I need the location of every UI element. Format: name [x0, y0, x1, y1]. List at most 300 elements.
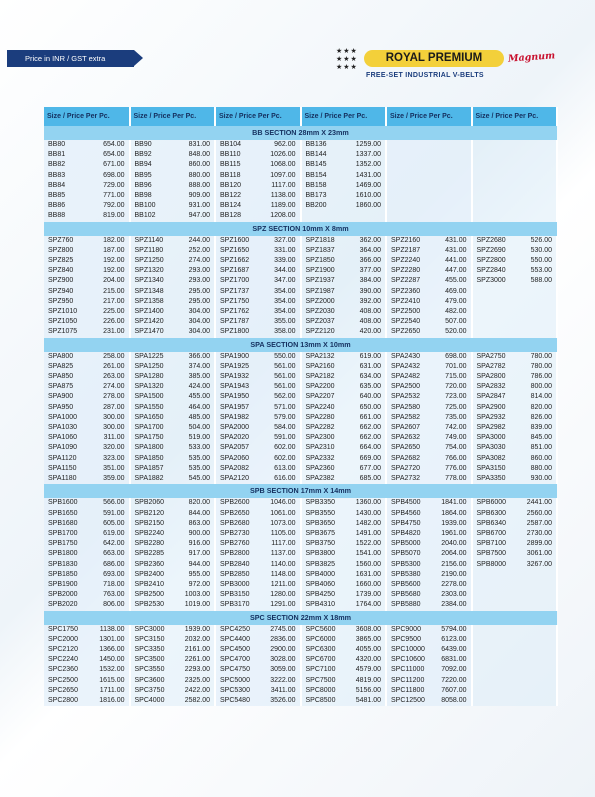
belt-price: 1061.00 [260, 509, 301, 519]
belt-price: 2040.00 [431, 539, 472, 549]
belt-price: 482.00 [431, 307, 472, 317]
empty-cell [517, 655, 558, 665]
belt-size: SPC3350 [130, 645, 175, 655]
price-note-tag: Price in INR / GST extra [7, 50, 134, 67]
empty-cell [517, 140, 558, 150]
empty-cell [472, 570, 517, 580]
belt-size: SPZ950 [44, 297, 89, 307]
table-row [44, 509, 557, 519]
belt-price: 729.00 [89, 181, 130, 191]
belt-price: 304.00 [175, 317, 216, 327]
belt-size: SPC6000 [301, 635, 346, 645]
section-header [44, 338, 557, 352]
table-row [44, 372, 557, 382]
belt-size: SPZ1010 [44, 307, 89, 317]
belt-price: 571.00 [260, 403, 301, 413]
belt-price: 2745.00 [260, 625, 301, 635]
belt-size: SPZ2540 [386, 317, 431, 327]
belt-size: BB110 [215, 150, 260, 160]
belt-price: 1337.00 [346, 150, 387, 160]
empty-cell [386, 140, 431, 150]
belt-size: SPC11200 [386, 676, 431, 686]
belt-price: 4320.00 [346, 655, 387, 665]
belt-price: 1615.00 [89, 676, 130, 686]
table-row [44, 474, 557, 484]
belt-size: SPB2120 [130, 509, 175, 519]
empty-cell [472, 655, 517, 665]
belt-price: 377.00 [346, 266, 387, 276]
belt-size: BB82 [44, 160, 89, 170]
belt-price: 677.00 [346, 464, 387, 474]
belt-size: SPB5000 [386, 539, 431, 549]
belt-price: 420.00 [346, 327, 387, 337]
belt-price: 860.00 [517, 454, 558, 464]
empty-cell [431, 171, 472, 181]
empty-cell [472, 191, 517, 201]
belt-price: 749.00 [431, 433, 472, 443]
empty-cell [517, 570, 558, 580]
belt-price: 327.00 [260, 236, 301, 246]
empty-cell [517, 635, 558, 645]
table-row [44, 560, 557, 570]
belt-size: SPB2400 [130, 570, 175, 580]
belt-price: 225.00 [89, 307, 130, 317]
belt-size: SPB2410 [130, 580, 175, 590]
table-row [44, 413, 557, 423]
belt-price: 366.00 [346, 256, 387, 266]
belt-size: SPZ1400 [130, 307, 175, 317]
empty-cell [472, 201, 517, 211]
belt-size: SPB2760 [215, 539, 260, 549]
belt-price: 844.00 [175, 509, 216, 519]
belt-price: 226.00 [89, 317, 130, 327]
belt-price: 3059.00 [260, 665, 301, 675]
belt-price: 1280.00 [260, 590, 301, 600]
belt-size: SPA2207 [301, 392, 346, 402]
table-row [44, 403, 557, 413]
belt-price: 602.00 [260, 454, 301, 464]
belt-price: 1764.00 [346, 600, 387, 610]
belt-size: SPA1982 [215, 413, 260, 423]
belt-size: SPZ1700 [215, 276, 260, 286]
belt-size: SPZ760 [44, 236, 89, 246]
empty-cell [517, 676, 558, 686]
empty-cell [517, 307, 558, 317]
belt-size: BB86 [44, 201, 89, 211]
belt-size: SPB4500 [386, 498, 431, 508]
belt-size: SPA2332 [301, 454, 346, 464]
belt-size: SPZ1818 [301, 236, 346, 246]
belt-size: SPB3000 [215, 580, 260, 590]
column-header: Size / Price Per Pc. [130, 107, 216, 126]
belt-price: 820.00 [175, 498, 216, 508]
belt-price: 455.00 [175, 392, 216, 402]
belt-size: SPC2240 [44, 655, 89, 665]
belt-price: 1259.00 [346, 140, 387, 150]
belt-size: SPB6300 [472, 509, 517, 519]
belt-size: BB88 [44, 211, 89, 221]
belt-price: 431.00 [431, 236, 472, 246]
belt-size: SPA2782 [472, 362, 517, 372]
belt-size: SPA2982 [472, 423, 517, 433]
belt-price: 931.00 [175, 201, 216, 211]
belt-size: SPB3550 [301, 509, 346, 519]
belt-size: SPA2800 [472, 372, 517, 382]
table-row [44, 590, 557, 600]
belt-size: SPC10600 [386, 655, 431, 665]
belt-size: SPZ1987 [301, 287, 346, 297]
empty-cell [517, 160, 558, 170]
empty-cell [431, 181, 472, 191]
belt-size: SPB3750 [301, 539, 346, 549]
belt-price: 550.00 [260, 352, 301, 362]
belt-price: 662.00 [346, 423, 387, 433]
belt-price: 588.00 [517, 276, 558, 286]
belt-size: SPA1000 [44, 413, 89, 423]
table-row [44, 327, 557, 337]
belt-size: SPZ1837 [301, 246, 346, 256]
belt-size: SPC5600 [301, 625, 346, 635]
belt-size: SPA800 [44, 352, 89, 362]
belt-price: 2899.00 [517, 539, 558, 549]
belt-price: 358.00 [260, 327, 301, 337]
belt-price: 182.00 [89, 236, 130, 246]
belt-size: BB90 [130, 140, 175, 150]
belt-price: 1291.00 [260, 600, 301, 610]
belt-price: 715.00 [431, 372, 472, 382]
empty-cell [472, 600, 517, 610]
belt-size: SPB1680 [44, 519, 89, 529]
table-row [44, 140, 557, 150]
belt-price: 5794.00 [431, 625, 472, 635]
belt-price: 2293.00 [175, 665, 216, 675]
belt-price: 8058.00 [431, 696, 472, 706]
belt-size: SPZ1358 [130, 297, 175, 307]
belt-price: 526.00 [517, 236, 558, 246]
belt-price: 192.00 [89, 266, 130, 276]
belt-price: 880.00 [175, 171, 216, 181]
belt-price: 392.00 [346, 297, 387, 307]
belt-price: 293.00 [175, 276, 216, 286]
belt-size: SPB1830 [44, 560, 89, 570]
table-row [44, 236, 557, 246]
belt-price: 1864.00 [431, 509, 472, 519]
belt-price: 851.00 [517, 443, 558, 453]
belt-size: SPA1700 [130, 423, 175, 433]
empty-cell [472, 211, 517, 221]
belt-price: 261.00 [89, 362, 130, 372]
belt-price: 720.00 [431, 382, 472, 392]
belt-size: SPC9000 [386, 625, 431, 635]
table-row [44, 433, 557, 443]
table-row [44, 352, 557, 362]
belt-size: SPZ1180 [130, 246, 175, 256]
empty-cell [431, 150, 472, 160]
belt-price: 2156.00 [431, 560, 472, 570]
belt-price: 1352.00 [346, 160, 387, 170]
belt-price: 634.00 [346, 372, 387, 382]
belt-size: SPZ1320 [130, 266, 175, 276]
table-body [44, 126, 557, 706]
belt-price: 917.00 [175, 549, 216, 559]
belt-price: 347.00 [260, 276, 301, 286]
table-row [44, 297, 557, 307]
belt-price: 2384.00 [431, 600, 472, 610]
belt-size: SPZ825 [44, 256, 89, 266]
belt-size: SPB2530 [130, 600, 175, 610]
belt-size: SPA1500 [130, 392, 175, 402]
belt-price: 1860.00 [346, 201, 387, 211]
belt-size: SPA2132 [301, 352, 346, 362]
belt-price: 2422.00 [175, 686, 216, 696]
empty-cell [472, 665, 517, 675]
belt-size: SPB7100 [472, 539, 517, 549]
belt-size: SPC3550 [130, 665, 175, 675]
belt-price: 323.00 [89, 454, 130, 464]
belt-size: SPA1060 [44, 433, 89, 443]
section-title: SPB SECTION 17mm X 14mm [44, 484, 557, 498]
belt-price: 602.00 [260, 443, 301, 453]
belt-price: 1431.00 [346, 171, 387, 181]
belt-size: SPA2900 [472, 403, 517, 413]
belt-price: 7607.00 [431, 686, 472, 696]
belt-size: SPA1250 [130, 362, 175, 372]
belt-size: SPZ1348 [130, 287, 175, 297]
table-row [44, 382, 557, 392]
belt-price: 1117.00 [260, 181, 301, 191]
belt-size: SPC3000 [130, 625, 175, 635]
belt-size: SPZ940 [44, 287, 89, 297]
belt-size: SPA1957 [215, 403, 260, 413]
belt-price: 519.00 [175, 433, 216, 443]
table-row [44, 539, 557, 549]
belt-size: SPA2682 [386, 454, 431, 464]
belt-size: SPB5070 [386, 549, 431, 559]
belt-price: 479.00 [431, 297, 472, 307]
belt-size: SPC3500 [130, 655, 175, 665]
belt-price: 355.00 [260, 317, 301, 327]
belt-size: SPB5600 [386, 580, 431, 590]
belt-price: 364.00 [346, 246, 387, 256]
belt-price: 192.00 [89, 256, 130, 266]
belt-price: 663.00 [89, 549, 130, 559]
belt-price: 2325.00 [175, 676, 216, 686]
belt-price: 619.00 [89, 529, 130, 539]
empty-cell [517, 181, 558, 191]
belt-size: SPA850 [44, 372, 89, 382]
belt-price: 654.00 [89, 140, 130, 150]
belt-size: SPA875 [44, 382, 89, 392]
belt-size: SPA1925 [215, 362, 260, 372]
belt-size: SPZ1140 [130, 236, 175, 246]
section-header [44, 484, 557, 498]
belt-size: SPA3030 [472, 443, 517, 453]
belt-price: 2587.00 [517, 519, 558, 529]
table-row [44, 307, 557, 317]
belt-price: 2303.00 [431, 590, 472, 600]
belt-size: SPC2500 [44, 676, 89, 686]
empty-cell [301, 211, 346, 221]
belt-size: SPB6000 [472, 498, 517, 508]
belt-price: 4055.00 [346, 645, 387, 655]
empty-cell [472, 696, 517, 706]
belt-size: SPZ2690 [472, 246, 517, 256]
empty-cell [431, 191, 472, 201]
belt-size: SPA2847 [472, 392, 517, 402]
belt-size: BB100 [130, 201, 175, 211]
table-row [44, 464, 557, 474]
belt-price: 2032.00 [175, 635, 216, 645]
belt-price: 385.00 [175, 372, 216, 382]
belt-price: 408.00 [346, 307, 387, 317]
belt-price: 274.00 [89, 382, 130, 392]
belt-price: 671.00 [89, 160, 130, 170]
empty-cell [472, 171, 517, 181]
table-row [44, 645, 557, 655]
belt-price: 504.00 [175, 423, 216, 433]
belt-price: 550.00 [517, 256, 558, 266]
belt-size: BB200 [301, 201, 346, 211]
belt-size: SPZ1750 [215, 297, 260, 307]
belt-size: BB115 [215, 160, 260, 170]
belt-size: SPA2432 [386, 362, 431, 372]
empty-cell [386, 211, 431, 221]
belt-size: SPC6300 [301, 645, 346, 655]
belt-size: SPZ800 [44, 246, 89, 256]
belt-price: 1541.00 [346, 549, 387, 559]
belt-price: 6831.00 [431, 655, 472, 665]
empty-cell [386, 191, 431, 201]
belt-size: SPZ1075 [44, 327, 89, 337]
empty-cell [472, 676, 517, 686]
belt-price: 287.00 [89, 403, 130, 413]
belt-price: 3028.00 [260, 655, 301, 665]
belt-size: SPA1550 [130, 403, 175, 413]
belt-size: BB124 [215, 201, 260, 211]
belt-size: SPB4250 [301, 590, 346, 600]
section-header [44, 611, 557, 625]
belt-size: SPA1943 [215, 382, 260, 392]
belt-size: SPA1900 [215, 352, 260, 362]
header-row [44, 107, 557, 126]
belt-price: 3411.00 [260, 686, 301, 696]
empty-cell [517, 645, 558, 655]
belt-price: 3222.00 [260, 676, 301, 686]
belt-size: SPB3150 [215, 590, 260, 600]
belt-price: 331.00 [260, 246, 301, 256]
belt-price: 930.00 [517, 474, 558, 484]
belt-size: SPB4000 [301, 570, 346, 580]
belt-size: SPA2280 [301, 413, 346, 423]
belt-price: 650.00 [346, 403, 387, 413]
belt-size: SPC3750 [130, 686, 175, 696]
belt-price: 1208.00 [260, 211, 301, 221]
belt-size: SPA2382 [301, 474, 346, 484]
belt-size: BB120 [215, 181, 260, 191]
belt-price: 5156.00 [346, 686, 387, 696]
belt-size: SPZ2280 [386, 266, 431, 276]
belt-size: SPC1750 [44, 625, 89, 635]
empty-cell [431, 211, 472, 221]
brand-logo [336, 48, 566, 88]
belt-price: 354.00 [260, 297, 301, 307]
belt-price: 431.00 [431, 246, 472, 256]
belt-price: 1430.00 [346, 509, 387, 519]
belt-size: SPA2160 [301, 362, 346, 372]
section-title: SPA SECTION 13mm X 10mm [44, 338, 557, 352]
belt-price: 244.00 [175, 236, 216, 246]
empty-cell [517, 696, 558, 706]
belt-price: 3526.00 [260, 696, 301, 706]
belt-size: SPC4400 [215, 635, 260, 645]
belt-price: 300.00 [89, 423, 130, 433]
empty-cell [517, 150, 558, 160]
belt-price: 780.00 [517, 362, 558, 372]
belt-size: BB94 [130, 160, 175, 170]
belt-size: SPZ2680 [472, 236, 517, 246]
belt-price: 819.00 [89, 211, 130, 221]
table-row [44, 676, 557, 686]
belt-size: SPA2607 [386, 423, 431, 433]
belt-price: 469.00 [431, 287, 472, 297]
belt-price: 6439.00 [431, 645, 472, 655]
empty-cell [472, 645, 517, 655]
belt-price: 698.00 [431, 352, 472, 362]
belt-price: 1532.00 [89, 665, 130, 675]
belt-size: SPC4500 [215, 645, 260, 655]
belt-price: 1360.00 [346, 498, 387, 508]
belt-price: 1482.00 [346, 519, 387, 529]
empty-cell [517, 191, 558, 201]
table-row [44, 181, 557, 191]
table-row [44, 498, 557, 508]
belt-price: 686.00 [89, 560, 130, 570]
belt-price: 1073.00 [260, 519, 301, 529]
belt-price: 4819.00 [346, 676, 387, 686]
belt-size: SPZ1050 [44, 317, 89, 327]
belt-price: 4579.00 [346, 665, 387, 675]
belt-price: 1491.00 [346, 529, 387, 539]
belt-price: 1140.00 [260, 560, 301, 570]
belt-size: SPB1600 [44, 498, 89, 508]
belt-price: 2161.00 [175, 645, 216, 655]
belt-price: 252.00 [175, 246, 216, 256]
belt-price: 545.00 [175, 474, 216, 484]
belt-price: 826.00 [517, 413, 558, 423]
table-row [44, 150, 557, 160]
belt-price: 561.00 [260, 362, 301, 372]
table-row [44, 211, 557, 221]
empty-cell [472, 686, 517, 696]
belt-price: 566.00 [89, 498, 130, 508]
belt-price: 215.00 [89, 287, 130, 297]
section-title: SPC SECTION 22mm X 18mm [44, 611, 557, 625]
table-row [44, 201, 557, 211]
belt-size: SPB2500 [130, 590, 175, 600]
belt-size: SPB3170 [215, 600, 260, 610]
belt-price: 669.00 [346, 454, 387, 464]
table-row [44, 529, 557, 539]
belt-price: 2261.00 [175, 655, 216, 665]
belt-price: 1138.00 [89, 625, 130, 635]
belt-size: SPB6700 [472, 529, 517, 539]
section-title: SPZ SECTION 10mm X 8mm [44, 222, 557, 236]
belt-price: 664.00 [346, 443, 387, 453]
table-row [44, 160, 557, 170]
belt-size: SPZ2030 [301, 307, 346, 317]
belt-price: 2278.00 [431, 580, 472, 590]
empty-cell [517, 665, 558, 675]
